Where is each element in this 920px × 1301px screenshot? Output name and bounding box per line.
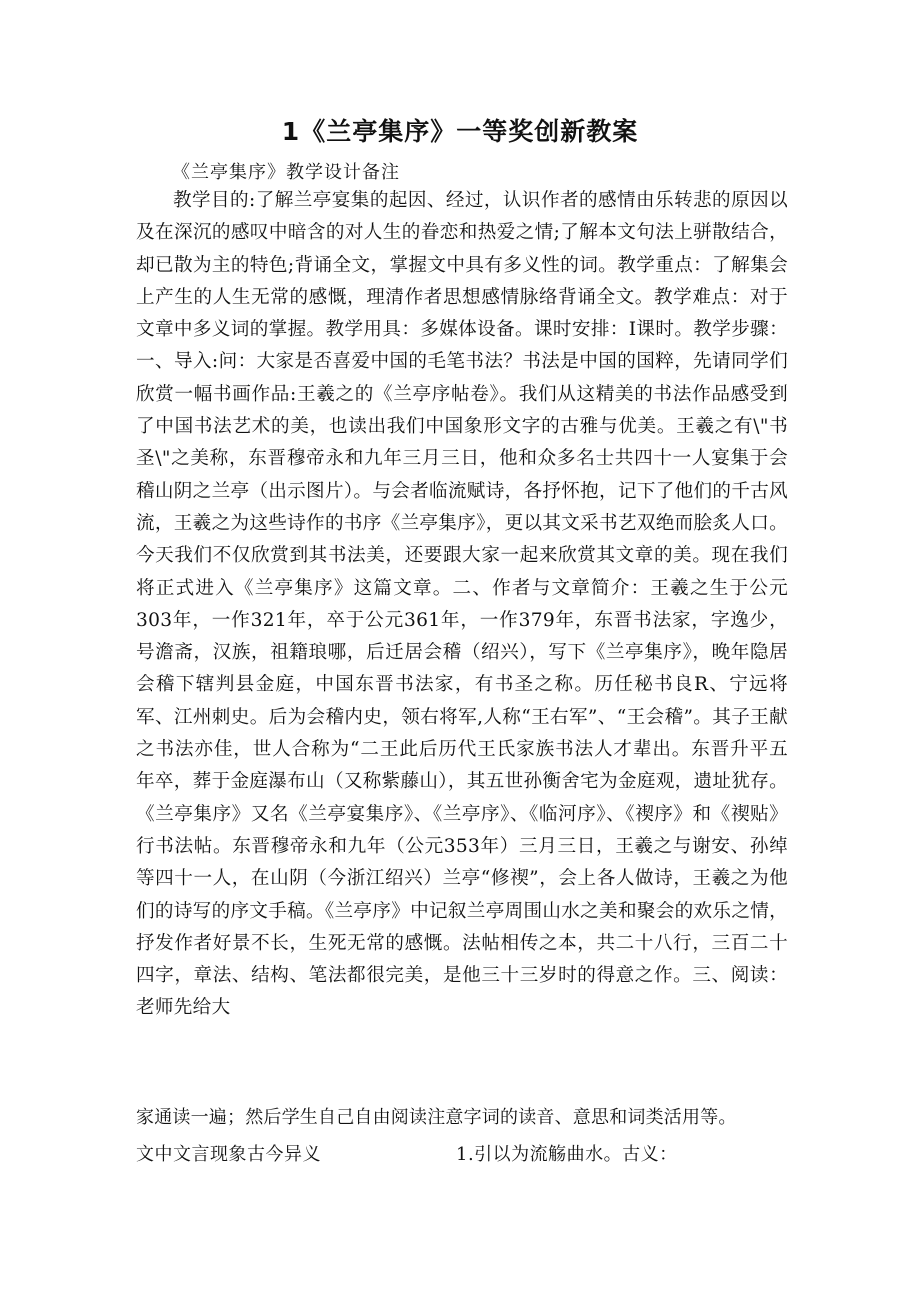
document-subtitle: 《兰亭集序》教学设计备注 — [172, 162, 400, 183]
section-item-right: 1.引以为流觞曲水。古义： — [456, 1144, 678, 1165]
body-paragraph: 教学目的:了解兰亭宴集的起因、经过，认识作者的感情由乐转悲的原因以及在深沉的感叹中暗含的对人生的眷恋和热爱之情;了解本文句法上骈散结合，却已散为主的特色;背诵全文，掌握文中具有多义性的词。教学重点：了解集会上产生的人生无常的感慨，理清作者思想感情脉络背诵全文。教学难点：对于文章中多义词的掌握。教学用具：多媒体设备。课时安排：I课时。教学步骤：一、导入:问：大家是否喜爱中国的毛笔书法？书法是中国的国粹，先请同学们欣赏一幅书画作品:王羲之的《兰亭序帖卷》。我们从这精美的书法作品感受到了中国书法艺术的美，也读出我们中国象形文字的古雅与优美。王羲之有\"书圣\"之美称，东晋穆帝永和九年三月三日，他和众多名士共四十一人宴集于会稽山阴之兰亭（出示图片）。与会者临流赋诗，各抒怀抱，记下了他们的千古风流，王羲之为这些诗作的书序《兰亭集序》，更以其文采书艺双绝而脍炙人口。今天我们不仅欣赏到其书法美，还要跟大家一起来欣赏其文章的美。现在我们将正式进入《兰亭集序》这篇文章。二、作者与文章简介：王羲之生于公元303年，一作321年，卒于公元361年，一作379年，东晋书法家，字逸少，号澹斋，汉族，祖籍琅哪，后迁居会稽（绍兴），写下《兰亭集序》，晚年隐居会稽下辖判县金庭，中国东晋书法家，有书圣之称。历任秘书良R、宁远将军、江州刺史。后为会稽内史，领右将军,人称“王右军”、“王会稽”。其子王献之书法亦佳，世人合称为“二王此后历代王氏家族书法人才辈出。东晋升平五年卒，葬于金庭瀑布山（又称紫藤山），其五世孙衡舍宅为金庭观，遗址犹存。《兰亭集序》又名《兰亭宴集序》、《兰亭序》、《临河序》、《禊序》和《禊贴》行书法帖。东晋穆帝永和九年（公元353年）三月三日，王羲之与谢安、孙绰等四十一人，在山阴（今浙江绍兴）兰亭“修禊”，会上各人做诗，王羲之为他们的诗写的序文手稿。《兰亭序》中记叙兰亭周围山水之美和聚会的欢乐之情，抒发作者好景不长，生死无常的感慨。法帖相传之本，共二十八行，三百二十四字，章法、结构、笔法都很完美，是他三十三岁时的得意之作。三、阅读：老师先给大 — [136, 190, 788, 1019]
continuation-line: 家通读一遍；然后学生自己自由阅读注意字词的读音、意思和词类活用等。 — [136, 1107, 737, 1128]
section-heading-left: 文中文言现象古今异义 — [136, 1144, 321, 1165]
document-title: 1《兰亭集序》一等奖创新教案 — [281, 117, 639, 146]
